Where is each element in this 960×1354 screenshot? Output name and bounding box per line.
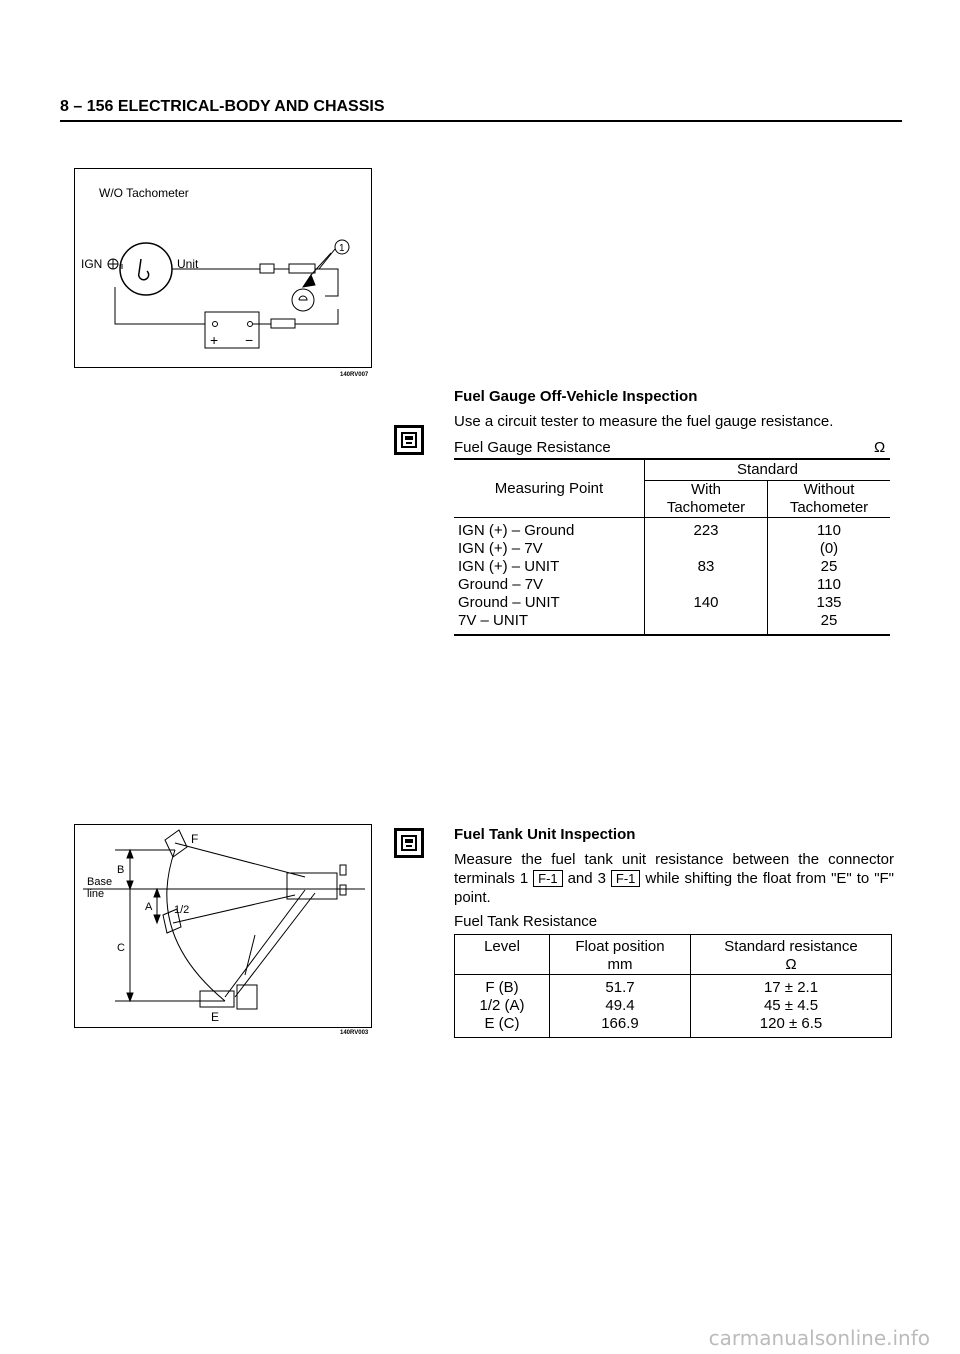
connector-badge-f1: F-1 — [533, 870, 563, 887]
col-group-standard: Standard — [645, 459, 891, 481]
section1-instruction: Use a circuit tester to measure the fuel gauge resistance. — [454, 413, 834, 430]
row-std: 45 ± 4.5 — [763, 997, 819, 1014]
plus-terminal-icon — [108, 259, 118, 269]
label-half: 1/2 — [174, 904, 190, 916]
callout-number: 1 — [339, 243, 345, 254]
fuel-tank-resistance-table — [454, 934, 892, 1038]
table-row — [455, 997, 892, 1015]
row-float: 51.7 — [550, 975, 691, 998]
table-row — [455, 1015, 892, 1038]
label-f: F — [191, 832, 199, 846]
section1-table-unit: Ω — [874, 439, 886, 456]
callout-1-icon — [335, 240, 349, 254]
row-std: 120 ± 6.5 — [759, 1015, 823, 1032]
row-point: 7V – UNIT — [454, 612, 645, 635]
tester-icon — [394, 828, 424, 858]
row-without: 25 — [820, 558, 838, 575]
table-row — [454, 540, 890, 558]
col-without-tachometer: Without Tachometer — [789, 481, 869, 516]
unit-label: Unit — [177, 257, 199, 271]
row-without: 135 — [816, 594, 842, 611]
col-float-position — [550, 935, 691, 975]
header-rule — [60, 120, 902, 122]
label-c: C — [117, 942, 125, 954]
row-without: (0) — [819, 540, 839, 557]
table-row — [454, 518, 890, 541]
figure-wo-tachometer — [74, 168, 372, 368]
col-with-tachometer: With Tachometer — [645, 481, 768, 518]
figure-float-positions — [74, 824, 372, 1028]
label-e: E — [211, 1010, 220, 1024]
table-row — [455, 975, 892, 998]
row-point: IGN (+) – UNIT — [454, 558, 645, 576]
row-level: F (B) — [455, 975, 550, 998]
col-level: Level — [455, 935, 550, 975]
tester-icon — [394, 425, 424, 455]
gauge-dial-icon — [120, 243, 172, 295]
section2-instruction — [454, 850, 894, 907]
battery-plus: + — [210, 332, 219, 348]
connector-badge-f1: F-1 — [611, 870, 641, 887]
row-point: Ground – 7V — [454, 576, 645, 594]
row-without: 110 — [817, 522, 841, 539]
label-line: line — [87, 888, 105, 900]
col-measuring-point: Measuring Point — [454, 459, 645, 518]
float-position-diagram — [75, 825, 370, 1026]
label-a: A — [145, 901, 153, 913]
col-standard-resistance — [691, 935, 892, 975]
table-row — [454, 558, 890, 576]
row-with — [645, 540, 768, 558]
footer-watermark: carmanualsonline.info — [708, 1326, 930, 1350]
label-base: Base — [87, 876, 113, 888]
row-with: 223 — [645, 518, 768, 541]
instruction-part3: while shifting the float from "E" to "F" point. — [454, 870, 895, 906]
row-point: IGN (+) – 7V — [454, 540, 645, 558]
section1-table-title: Fuel Gauge Resistance — [454, 439, 611, 456]
col-std-unit: Ω — [785, 956, 797, 973]
battery-minus: − — [245, 332, 254, 348]
fuel-gauge-resistance-table — [454, 458, 890, 636]
row-without: 25 — [820, 612, 838, 629]
row-level: E (C) — [455, 1015, 550, 1038]
row-point: IGN (+) – Ground — [454, 518, 645, 541]
section2-table-title: Fuel Tank Resistance — [454, 913, 598, 930]
row-float: 49.4 — [550, 997, 691, 1015]
row-with — [645, 576, 768, 594]
row-level: 1/2 (A) — [455, 997, 550, 1015]
row-with — [645, 612, 768, 635]
wiring — [115, 249, 338, 348]
row-float: 166.9 — [550, 1015, 691, 1038]
col-std-label: Standard resistance — [724, 938, 858, 955]
table-row — [454, 594, 890, 612]
section1-title: Fuel Gauge Off-Vehicle Inspection — [454, 388, 698, 405]
col-float-label: Float position — [575, 938, 665, 955]
label-b: B — [117, 864, 125, 876]
ign-label: IGN — [81, 257, 103, 271]
figure1-code: 140RV007 — [340, 372, 369, 378]
figure1-title: W/O Tachometer — [99, 186, 189, 200]
section2-title: Fuel Tank Unit Inspection — [454, 826, 636, 843]
figure2-code: 140RV003 — [340, 1030, 369, 1036]
row-std: 17 ± 2.1 — [763, 979, 819, 996]
row-point: Ground – UNIT — [454, 594, 645, 612]
row-without: 110 — [817, 576, 841, 593]
tachometer-circuit-diagram — [75, 169, 370, 366]
table-row — [454, 612, 890, 635]
table-row — [454, 576, 890, 594]
instruction-part2: and 3 — [567, 870, 606, 887]
instruction-part1: Measure the fuel tank unit resistance between the connector terminals 1 — [454, 851, 894, 887]
col-float-unit: mm — [607, 956, 633, 973]
row-with: 83 — [645, 558, 768, 576]
page-header: 8 – 156 ELECTRICAL-BODY AND CHASSIS — [60, 98, 385, 115]
row-with: 140 — [645, 594, 768, 612]
